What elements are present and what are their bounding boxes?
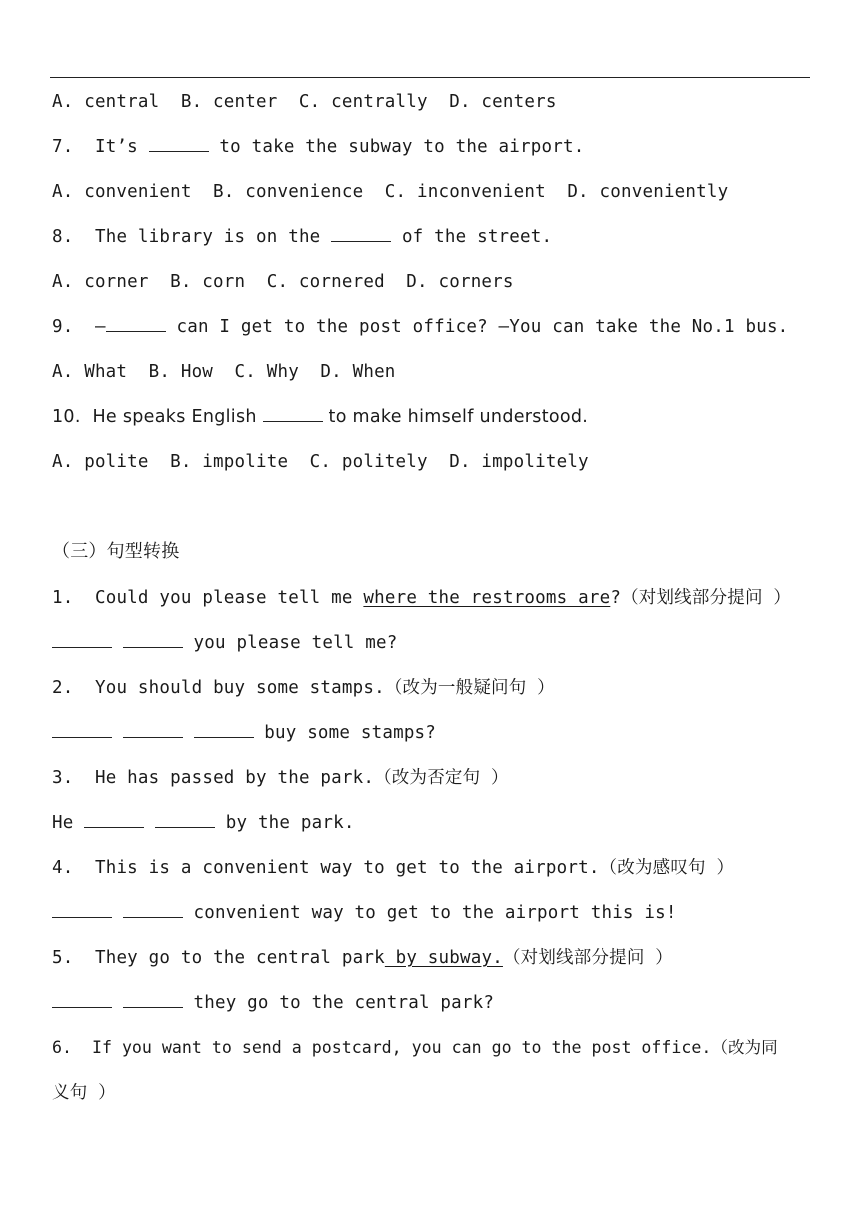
s5-number: 5.	[52, 948, 74, 968]
s5-answer-line	[52, 991, 494, 1015]
s4-answer-line	[52, 901, 677, 925]
s3-blank-2[interactable]	[155, 811, 215, 828]
q7-text-before: It’s	[94, 137, 138, 157]
q8-text-before: The library is on the	[94, 227, 321, 247]
s2-blank-1[interactable]	[52, 721, 112, 738]
question-8	[52, 225, 552, 249]
s3-answer-before: He	[52, 813, 74, 833]
q10-text-before: He speaks English	[92, 407, 257, 427]
s4-blank-2[interactable]	[123, 901, 183, 918]
s4-blank-1[interactable]	[52, 901, 112, 918]
sentence-3	[52, 766, 509, 790]
question-9	[52, 315, 788, 339]
q9-text-after: can I get to the post office? —You can take the No.1 bus.	[176, 317, 789, 337]
s1-blank-2[interactable]	[123, 631, 183, 648]
s1-underlined: where the restrooms are	[363, 588, 611, 608]
s5-text-before: They go to the central park	[94, 948, 385, 968]
s6-text-continuation: 义句 ）	[52, 1083, 116, 1103]
s5-blank-2[interactable]	[123, 991, 183, 1008]
section-title: （三）句型转换	[52, 541, 180, 562]
sentence-6	[52, 1036, 778, 1060]
sentence-5	[52, 946, 673, 970]
q7-number: 7.	[52, 137, 74, 157]
q9-options: A. What B. How C. Why D. When	[52, 362, 396, 382]
s1-text-before: Could you please tell me	[94, 588, 353, 608]
s6-text: If you want to send a postcard, you can go to the post office.（改为同	[91, 1038, 778, 1057]
s5-blank-1[interactable]	[52, 991, 112, 1008]
q8-options: A. corner B. corn C. cornered D. corners	[52, 272, 514, 292]
s2-blank-3[interactable]	[194, 721, 254, 738]
s2-answer-line	[52, 721, 436, 745]
s2-text: You should buy some stamps.（改为一般疑问句 ）	[94, 678, 555, 698]
s5-text-after: （对划线部分提问 ）	[502, 948, 673, 968]
sentence-4	[52, 856, 734, 880]
s1-text-after: ?（对划线部分提问 ）	[610, 588, 792, 608]
s5-answer-text: they go to the central park?	[193, 993, 495, 1013]
q9-blank[interactable]	[106, 315, 166, 332]
s3-number: 3.	[52, 768, 74, 788]
q6-options: A. central B. center C. centrally D. centers	[52, 92, 557, 112]
s1-blank-1[interactable]	[52, 631, 112, 648]
sentence-1	[52, 586, 791, 610]
q9-text-before: —	[94, 317, 106, 337]
sentence-2	[52, 676, 555, 700]
s2-blank-2[interactable]	[123, 721, 183, 738]
s3-answer-after: by the park.	[225, 813, 355, 833]
s1-answer-text: you please tell me?	[193, 633, 398, 653]
s1-number: 1.	[52, 588, 74, 608]
s6-number: 6.	[52, 1038, 72, 1057]
q10-number: 10.	[52, 407, 81, 427]
header-rule	[50, 77, 810, 78]
q10-options: A. polite B. impolite C. politely D. impolitely	[52, 452, 589, 472]
s2-answer-text: buy some stamps?	[264, 723, 437, 743]
s4-text: This is a convenient way to get to the airport.（改为感叹句 ）	[94, 858, 735, 878]
s3-blank-1[interactable]	[84, 811, 144, 828]
q7-text-after: to take the subway to the airport.	[219, 137, 585, 157]
q7-options: A. convenient B. convenience C. inconvenient D. conveniently	[52, 182, 729, 202]
q10-text-after: to make himself understood.	[328, 407, 589, 427]
s2-number: 2.	[52, 678, 74, 698]
q8-blank[interactable]	[331, 225, 391, 242]
q8-number: 8.	[52, 227, 74, 247]
s5-underlined: by subway.	[384, 948, 503, 968]
question-10	[52, 405, 588, 429]
q9-number: 9.	[52, 317, 74, 337]
s1-answer-line	[52, 631, 397, 655]
s3-answer-line	[52, 811, 355, 835]
s3-text: He has passed by the park.（改为否定句 ）	[94, 768, 509, 788]
question-7	[52, 135, 584, 159]
q8-text-after: of the street.	[401, 227, 553, 247]
s4-number: 4.	[52, 858, 74, 878]
s4-answer-text: convenient way to get to the airport this is!	[193, 903, 677, 923]
q10-blank[interactable]	[263, 405, 323, 422]
q7-blank[interactable]	[149, 135, 209, 152]
